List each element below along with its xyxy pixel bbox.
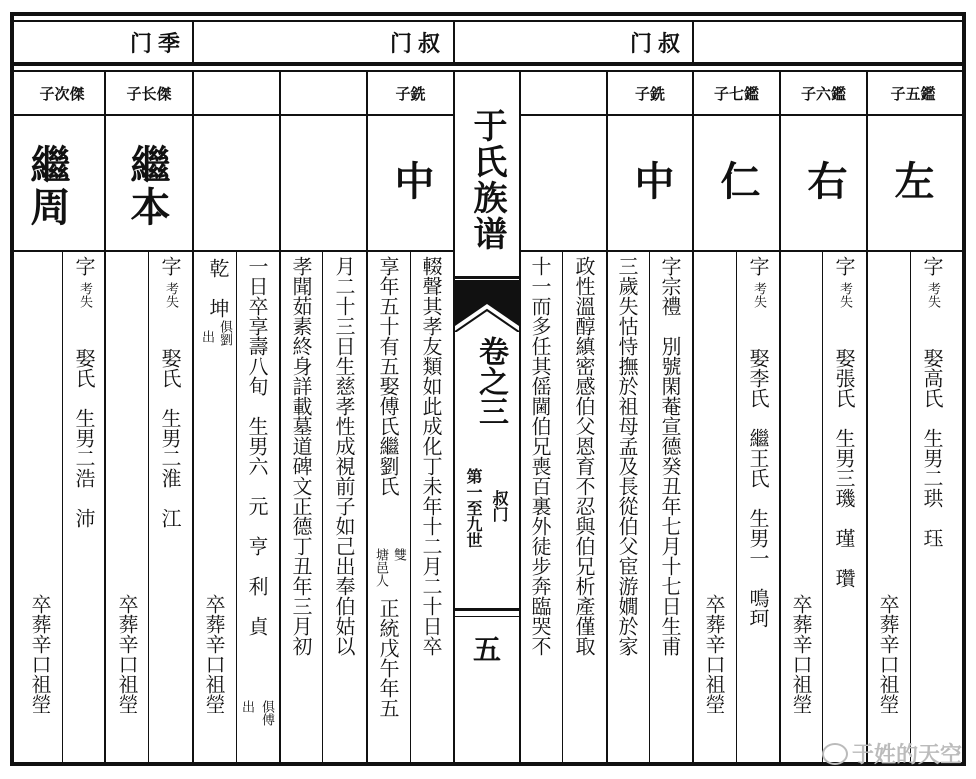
- spine-rule: [455, 616, 519, 617]
- text-column: 卒葬辛口祖塋: [202, 594, 226, 714]
- subcol-divider: [236, 252, 237, 762]
- col-divider: [453, 72, 455, 762]
- text-column: 一日卒享壽八旬 生男六 元 亨 利 貞: [245, 256, 269, 636]
- rule-names-bottom-left: [14, 250, 455, 252]
- text-column: 娶李氏 繼王氏 生男一 鳴珂: [746, 348, 770, 628]
- spine-rule: [455, 276, 519, 279]
- text-column: 字: [158, 256, 182, 276]
- person-name: 繼本: [124, 144, 171, 228]
- col-divider: [366, 72, 368, 762]
- subcol-divider: [736, 252, 737, 762]
- watermark-text: 于姓的天空: [851, 743, 962, 768]
- branch-label-left: 门季: [129, 30, 186, 57]
- col-divider: [104, 72, 106, 762]
- text-column: 卒葬辛口祖塋: [789, 594, 813, 714]
- text-column: 娶張氏 生男三璣 瑾 瓚: [832, 348, 856, 588]
- spine-rule: [455, 608, 519, 611]
- text-column: 享年五十有五娶傅氏繼劉氏: [376, 256, 400, 496]
- subcol-divider: [822, 252, 823, 762]
- person-name: 仁: [714, 160, 761, 202]
- rule-header-bottom-left: [14, 114, 455, 116]
- person-name: 中: [628, 160, 675, 202]
- text-column: 字: [72, 256, 96, 276]
- text-column: 娶氏 生男二淮 江: [158, 348, 182, 528]
- header-cell: 子銑: [634, 84, 665, 103]
- text-column: 卒葬辛口祖塋: [702, 594, 726, 714]
- col-divider: [866, 72, 868, 762]
- text-column: 雙: [391, 548, 406, 561]
- text-column: 孝聞茹素終身詳載墓道碑文正德丁丑年三月初: [289, 256, 313, 656]
- text-column: 正統戊午年五: [376, 598, 400, 718]
- header-cell: 子次傑: [39, 84, 85, 103]
- subcol-divider: [322, 252, 323, 762]
- text-column: 考失: [163, 282, 178, 308]
- text-column: 十一而多任其傜閫伯兄喪百裏外徒步奔臨哭不: [528, 256, 552, 656]
- text-column: 字: [832, 256, 856, 276]
- text-column: 三歲失怙恃撫於祖母孟及長從伯父宦游嫺於家: [615, 256, 639, 656]
- text-column: 卒葬辛口祖塋: [876, 594, 900, 714]
- subcol-divider: [148, 252, 149, 762]
- branch-name: 叔门: [490, 490, 509, 522]
- header-cell: 子銑: [395, 84, 426, 103]
- text-column: 乾 坤: [206, 258, 230, 318]
- branch-divider-1: [192, 20, 194, 64]
- header-cell: [521, 78, 606, 108]
- subcol-divider: [649, 252, 650, 762]
- header-cell: 子七鑑: [713, 84, 759, 103]
- text-column: 考失: [837, 282, 852, 308]
- rule-top-inner: [14, 20, 962, 22]
- text-column: 月二十三日生慈孝性成視前子如己出奉伯姑以: [332, 256, 356, 656]
- volume-label: 卷之三: [473, 336, 508, 426]
- col-divider: [192, 72, 194, 762]
- branch-divider-2: [453, 20, 455, 64]
- person-name: 左: [888, 160, 935, 202]
- branch-label-right: 门叔: [629, 30, 686, 57]
- header-cell: 子五鑑: [890, 84, 936, 103]
- col-divider: [692, 72, 694, 762]
- text-column: 字宗禮 別號閑菴宣德癸丑年七月十七日生甫: [658, 256, 682, 656]
- text-column: 字: [746, 256, 770, 276]
- subcol-divider: [410, 252, 411, 762]
- header-cell: 子六鑑: [800, 84, 846, 103]
- text-column: 卒葬辛口祖塋: [28, 594, 52, 714]
- text-column: 出: [239, 700, 254, 713]
- person-name: 繼周: [24, 144, 71, 228]
- header-cell: 子长傑: [126, 84, 172, 103]
- text-column: 字: [920, 256, 944, 276]
- rule-names-bottom-right: [519, 250, 962, 252]
- text-column: 考失: [77, 282, 92, 308]
- text-column: 娶高氏 生男二珙 珏: [920, 348, 944, 548]
- page-number: 五: [472, 633, 501, 666]
- person-name: 中: [388, 160, 435, 202]
- person-name: 右: [801, 160, 848, 202]
- text-column: 卒葬辛口祖塋: [115, 594, 139, 714]
- col-divider: [279, 72, 281, 762]
- rule-header-bottom-right: [519, 114, 962, 116]
- text-column: 俱劉: [217, 320, 232, 346]
- text-column: 塘邑人: [373, 548, 388, 587]
- text-column: 娶氏 生男二浩 沛: [72, 348, 96, 528]
- rule-branch-bottom: [14, 62, 962, 66]
- branch-divider-3: [692, 20, 694, 64]
- genealogy-title: 于氏族谱: [467, 108, 507, 252]
- subcol-divider: [910, 252, 911, 762]
- header-cell: [281, 78, 366, 108]
- rule-branch-bottom-2: [14, 70, 962, 72]
- text-column: 出: [199, 330, 214, 343]
- generation-range: 第一至九世: [464, 468, 483, 548]
- spine-divider: [519, 72, 521, 762]
- watermark: [822, 738, 962, 769]
- col-divider: [606, 72, 608, 762]
- text-column: 考失: [925, 282, 940, 308]
- spine-ornament: [455, 280, 519, 332]
- subcol-divider: [62, 252, 63, 762]
- chat-bubble-icon: [822, 743, 848, 765]
- text-column: 俱傅: [259, 700, 274, 726]
- subcol-divider: [562, 252, 563, 762]
- text-column: 政性溫醇縝密感伯父恩育不忍與伯兄析產僅取: [572, 256, 596, 656]
- branch-label-middle: 门叔: [389, 30, 446, 57]
- header-cell: [194, 78, 279, 108]
- text-column: 輟聲其孝友類如此成化丁未年十二月二十日卒: [419, 256, 443, 656]
- col-divider: [779, 72, 781, 762]
- text-column: 考失: [751, 282, 766, 308]
